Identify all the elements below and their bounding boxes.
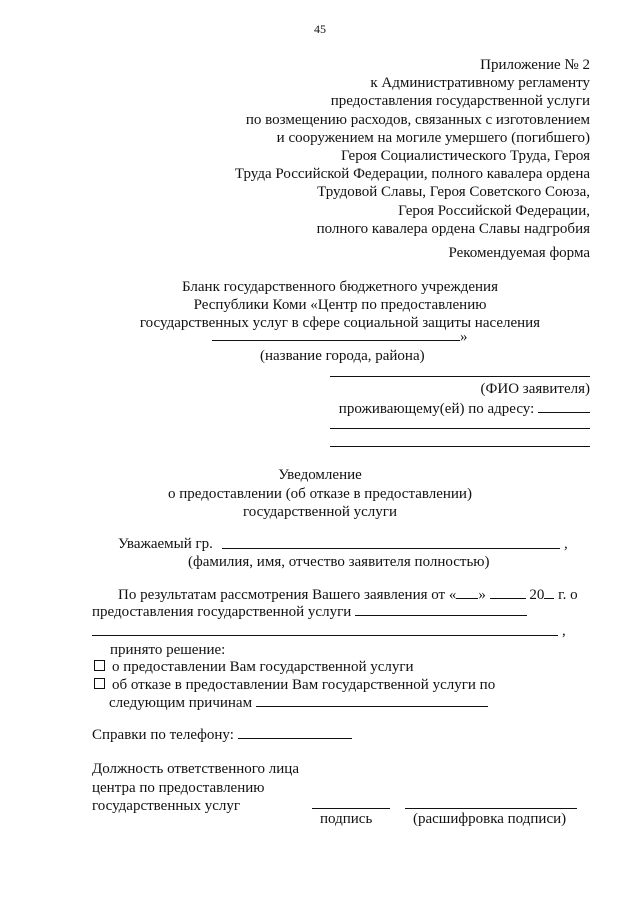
closing-quote: » [460, 329, 468, 345]
service-name-field[interactable] [355, 603, 527, 616]
position-line: Должность ответственного лица [92, 761, 299, 777]
refuse-checkbox[interactable] [94, 678, 105, 689]
recommended-form-label: Рекомендуемая форма [448, 245, 590, 261]
result-text-2: предоставления государственной услуги [92, 604, 352, 620]
annex-line: Героя Российской Федерации, [398, 202, 590, 219]
annex-line: Трудовой Славы, Героя Советского Союза, [317, 184, 590, 201]
city-field[interactable] [212, 328, 468, 346]
signature-caption: подпись [320, 811, 373, 827]
city-underline [212, 328, 460, 341]
official-position [92, 760, 299, 816]
page-number: 45 [314, 22, 326, 36]
day-field[interactable] [456, 586, 478, 599]
annex-line: Труда Российской Федерации, полного кавалера ордена [234, 166, 590, 183]
phone-label: Справки по телефону: [92, 727, 234, 743]
service-name-line-2[interactable] [92, 635, 558, 636]
notice-title [0, 466, 640, 522]
notice-title-line: о предоставлении (об отказе в предоставлении) [168, 485, 472, 502]
year-prefix: 20 [529, 587, 545, 603]
annex-line: предоставления государственной услуги [330, 93, 590, 110]
option-refuse[interactable] [94, 676, 495, 694]
grant-checkbox[interactable] [94, 660, 105, 671]
notice-title-line: Уведомление [278, 467, 362, 483]
phone-row [92, 726, 352, 744]
applicant-name-line[interactable] [222, 548, 560, 549]
blank-line: Республики Коми «Центр по предоставлению [193, 297, 487, 313]
phone-field[interactable] [238, 726, 352, 739]
dear-comma: , [564, 536, 568, 552]
blank-line: Бланк государственного бюджетного учреждения [182, 279, 498, 295]
result-text-1: По результатам рассмотрения Вашего заявления от « [118, 587, 457, 603]
annex-line: Приложение № 2 [480, 57, 590, 73]
address-field[interactable] [339, 400, 590, 418]
decision-label: принято решение: [110, 642, 226, 658]
year-suffix: г. о [554, 587, 578, 603]
position-line: государственных услуг [92, 798, 241, 814]
address-underline [538, 400, 590, 413]
address-line-2[interactable] [330, 428, 590, 429]
year-field[interactable] [544, 586, 554, 599]
signature-line[interactable] [312, 808, 390, 809]
refuse-reasons [109, 694, 488, 712]
result-line-2 [92, 603, 527, 621]
option-grant[interactable] [94, 658, 414, 676]
annex-line: к Административному регламенту [370, 75, 590, 92]
signature-decode-line[interactable] [405, 808, 577, 809]
annex-line: и сооружением на могиле умершего (погибшего) [276, 129, 590, 146]
refuse-reasons-field[interactable] [256, 694, 488, 707]
annex-line: по возмещению расходов, связанных с изготовлением [245, 111, 590, 128]
month-field[interactable] [490, 586, 526, 599]
option-refuse-label: об отказе в предоставлении Вам государственной услуги по [112, 677, 496, 693]
option-grant-label: о предоставлении Вам государственной услуги [112, 659, 414, 675]
position-line: центра по предоставлению [92, 779, 265, 796]
address-line-3[interactable] [330, 446, 590, 447]
annex-header [170, 56, 590, 238]
applicant-fio-line[interactable] [330, 376, 590, 377]
blank-line: государственных услуг в сфере социальной защиты населения [139, 315, 541, 331]
result-quote-close: » [478, 587, 486, 603]
refuse-reasons-label: следующим причинам [109, 695, 253, 711]
result-comma: , [562, 623, 566, 639]
notice-title-line: государственной услуги [243, 504, 397, 520]
annex-line: Героя Социалистического Труда, Героя [341, 147, 590, 164]
dear-label: Уважаемый гр. [118, 536, 213, 552]
institution-blank [120, 278, 560, 332]
dear-caption: (фамилия, имя, отчество заявителя полностью) [188, 554, 490, 570]
annex-line: полного кавалера ордена Славы надгробия [316, 220, 590, 237]
signature-decode-caption: (расшифровка подписи) [413, 811, 567, 827]
result-line-1 [118, 586, 578, 604]
city-caption: (название города, района) [260, 348, 425, 364]
address-label: проживающему(ей) по адресу: [338, 401, 535, 417]
fio-caption: (ФИО заявителя) [480, 381, 590, 397]
